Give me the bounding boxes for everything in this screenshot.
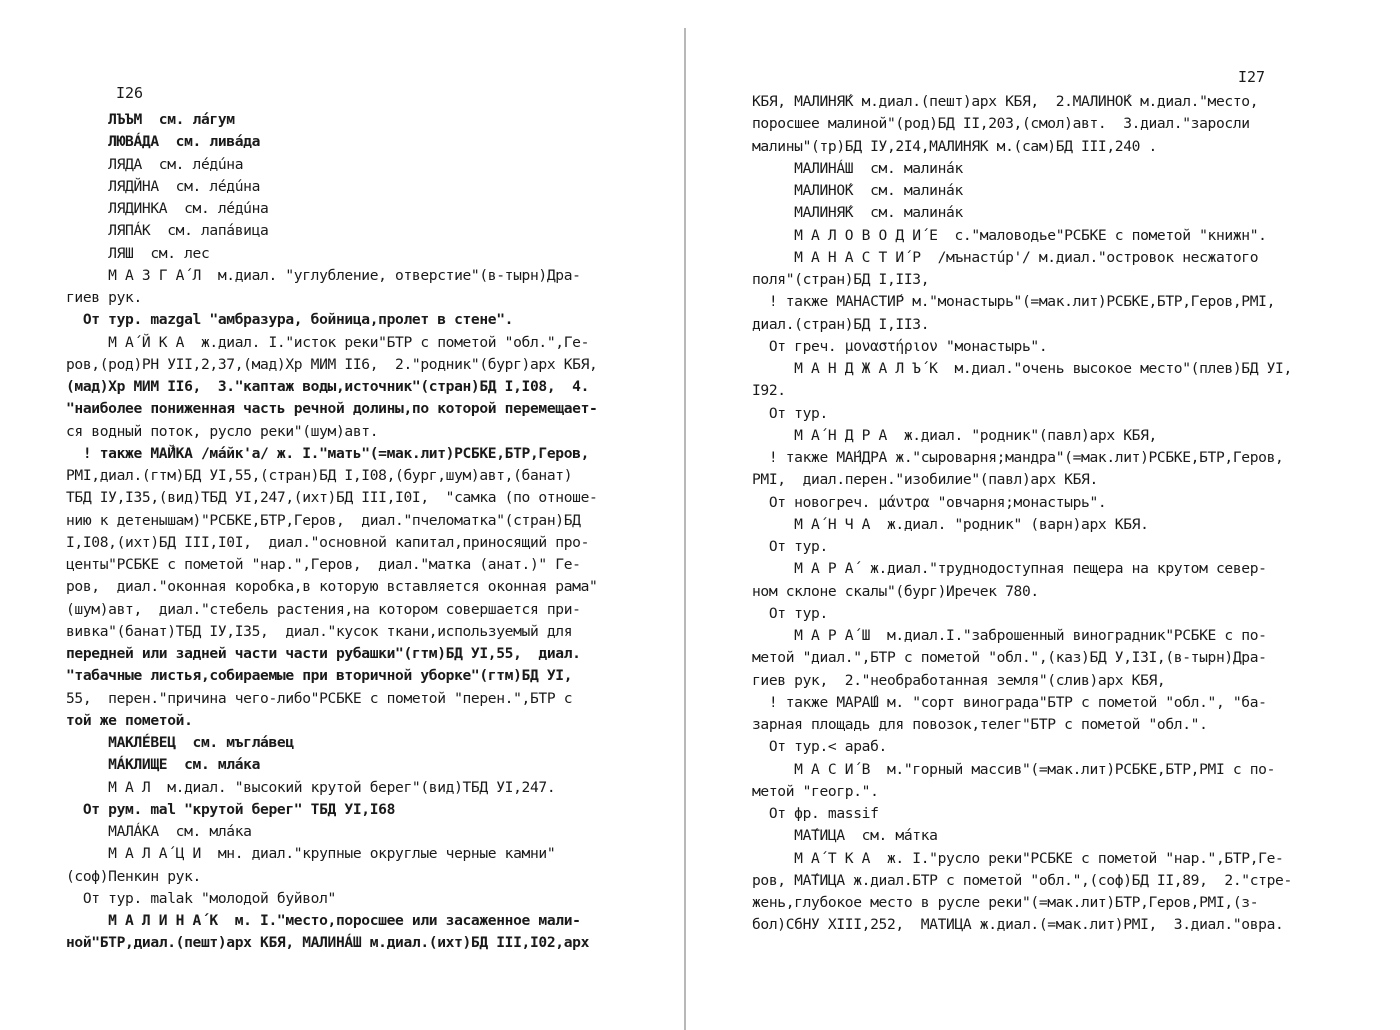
text-line: РМI, диал.перен."изобилие"(павл)арх КБЯ. [752, 471, 1098, 489]
text-line: ров, МА́ТИЦА ж.диал.БТР с пометой "обл.",(соф)БД II,89, 2."стре- [752, 871, 1292, 889]
text-line: поросшее малиной"(род)БД II,203,(смол)авт. 3.диал."заросли [752, 115, 1250, 133]
text-line: М А́ Н Д Р А ж.диал. "родник"(павл)арх КБЯ, [752, 426, 1157, 444]
right-page-text [752, 91, 1338, 937]
text-line: М А Н А С Т И́ Р /мънастúр'/ м.диал."островок несжатого [752, 248, 1259, 266]
text-line: зарная площадь для повозок,телег"БТР с пометой "обл.". [752, 716, 1208, 733]
text-line: передней или задней части части рубашки"(гтм)БД УI,55, диал. [66, 645, 581, 662]
text-line: МА́ТИЦА см. мáтка [752, 827, 938, 845]
text-line: РМI,диал.(гтм)БД УI,55,(стран)БД I,I08,(бург,шум)авт,(банат) [66, 467, 573, 484]
text-line: М А́ Й К А ж.диал. I."исток реки"БТР с пометой "обл.",Ге- [66, 333, 590, 351]
text-line: М А́ Н Ч А ж.диал. "родник" (варн)арх КБЯ. [752, 515, 1149, 533]
text-line: центы"РСБКЕ с пометой "нар.",Геров, диал."матка (анат.)" Ге- [66, 556, 581, 573]
text-line: вивка"(банат)ТБД IУ,I35, диал."кусок ткани,используемый для [66, 622, 573, 640]
text-line: ЛЯДИНКА см. лéдúна [66, 200, 269, 217]
text-line: диал.(стран)БД I,II3. [752, 315, 930, 333]
text-line: I,I08,(ихт)БД III,I0I, диал."основной капитал,приносящий про- [66, 533, 590, 551]
text-line: МАЛÁКА см. млáка [66, 823, 252, 840]
text-line: жень,глубокое место в русле реки"(=мак.лит)БТР,Геров,РМI,(з- [752, 894, 1259, 911]
text-line: М А Л А́ Ц И мн. диал."крупные округлые черные камни" [66, 845, 556, 863]
text-line: МАКЛÉВЕЦ см. мъглáвец [66, 734, 294, 751]
text-line: 55, перен."причина чего-либо"РСБКЕ с пометой "перен.",БТР с [66, 689, 573, 707]
text-line: От тур. [752, 538, 828, 555]
text-line: гиев рук, 2."необработанная земля"(слив)арх КБЯ, [752, 671, 1166, 689]
text-line: М А С И́ В м."горный массив"(=мак.лит)РСБКЕ,БТР,РМI с по- [752, 760, 1276, 778]
text-line: (мад)Хр МИМ II6, 3."каптаж воды,источник"(стран)БД I,I08, 4. [66, 378, 590, 395]
text-line: От греч. μοναστήριον "монастырь". [752, 337, 1048, 355]
text-line: ном склоне скалы"(бург)Иречек 780. [752, 582, 1039, 600]
text-line: "табачные листья,собираемые при вторичной уборке"(гтм)БД УI, [66, 667, 573, 685]
text-line: (шум)авт, диал."стебель растения,на котором совершается при- [66, 600, 581, 618]
text-line: От фр. massif [752, 805, 879, 822]
text-line: От новогреч. μάντρα "овчарня;монастырь". [752, 493, 1107, 511]
text-line: ТБД IУ,I35,(вид)ТБД УI,247,(ихт)БД III,I0I, "самка (по отноше- [66, 489, 598, 507]
text-line: ЛЯПÁК см. лапáвица [66, 222, 269, 240]
text-line: М А Р А́ ж.диал."труднодоступная пещера на крутом север- [752, 560, 1267, 578]
text-line: нию к детенышам)"РСБКЕ,БТР,Геров, диал."пчеломатка"(стран)БД [66, 511, 581, 529]
text-line: ров, диал."оконная коробка,в которую вставляется оконная рама" [66, 578, 598, 596]
text-line: М А Р А́ Ш м.диал.I."заброшенный виноградник"РСБКЕ с по- [752, 627, 1267, 644]
text-line: МАЛИНЯ́К см. малинáк [752, 204, 963, 222]
left-page-text [66, 109, 640, 955]
text-line: ЛЯДЙНА см. лéдúна [66, 177, 261, 195]
text-line: поля"(стран)БД I,II3, [752, 271, 930, 288]
page-number: I27 [1238, 68, 1266, 86]
text-line: МАЛИНÁШ см. малинáк [752, 159, 963, 177]
text-line: "наиболее пониженная часть речной долины,по которой перемещает- [66, 400, 598, 418]
text-line: М А Л м.диал. "высокий крутой берег"(вид)ТБД УI,247. [66, 778, 556, 796]
text-line: ЛЪЪМ см. лáгум [66, 111, 235, 128]
text-line: ЛЯДА см. лéдúна [66, 155, 244, 173]
text-line: От тур.< араб. [752, 738, 887, 756]
text-line: От рум. mal "крутой берег" ТБД УI,I68 [66, 800, 396, 818]
text-line: М А Л О В О Д И́ Е с."маловодье"РСБКЕ с пометой "книжн". [752, 226, 1267, 244]
text-line: От тур. [752, 404, 828, 422]
page-gutter [684, 28, 686, 1030]
text-line: ров,(род)РН УII,2,37,(мад)Хр МИМ II6, 2."родник"(бург)арх КБЯ, [66, 355, 598, 373]
text-line: М А Л И Н А́ К м. I."место,поросшее или засаженное мали- [66, 912, 581, 929]
text-line: От тур. malak "молодой буйвол" [66, 889, 336, 907]
text-line: М А З Г А́ Л м.диал. "углубление, отверстие"(в-тырн)Дра- [66, 266, 581, 284]
text-line: МÁКЛИЩЕ см. млáка [66, 756, 261, 774]
text-line: ЛЯШ см. лес [66, 244, 210, 262]
text-line: ! также МАНАСТИ́Р м."монастырь"(=мак.лит)РСБКЕ,БТР,Геров,РМI, [752, 293, 1276, 311]
text-line: гиев рук. [66, 289, 142, 306]
text-line: ной"БТР,диал.(пешт)арх КБЯ, МАЛИНÁШ м.диал.(ихт)БД III,I02,арх [66, 934, 590, 952]
text-line: бол)СбНУ XIII,252, МАТИЦА ж.диал.(=мак.лит)РМI, 3.диал."овра. [752, 916, 1284, 934]
text-line: КБЯ, МАЛИНЯ́К м.диал.(пешт)арх КБЯ, 2.МАЛИНО́К м.диал."место, [752, 93, 1259, 110]
page-number: I26 [116, 84, 144, 102]
text-line: От тур. [752, 604, 828, 622]
text-line: ! также МАРА́Ш м. "сорт винограда"БТР с пометой "обл.", "ба- [752, 693, 1267, 711]
text-line: метой "диал.",БТР с пометой "обл.",(каз)БД У,I3I,(в-тырн)Дра- [752, 649, 1267, 667]
text-line: (соф)Пенкин рук. [66, 867, 201, 885]
text-line: ! также МА́НДРА ж."сыроварня;мандра"(=мак.лит)РСБКЕ,БТР,Геров, [752, 449, 1284, 466]
text-line: ся водный поток, русло реки"(шум)авт. [66, 422, 379, 440]
text-line: От тур. mazgal "амбразура, бойница,пролет в стене". [66, 311, 514, 329]
text-line: метой "геогр.". [752, 782, 879, 800]
text-line: ! также МА́ЙКА /мáйк'а/ ж. I."мать"(=мак.лит)РСБКЕ,БТР,Геров, [66, 444, 590, 462]
text-line: ЛЮВÁДА см. ливáда [66, 133, 261, 151]
text-line: той же пометой. [66, 711, 193, 729]
text-line: МАЛИНО́К см. малинáк [752, 182, 963, 199]
text-line: М А Н Д Ж А Л Ъ́ К м.диал."очень высокое место"(плев)БД УI, [752, 360, 1292, 377]
text-line: М А́ Т К А ж. I."русло реки"РСБКЕ с пометой "нар.",БТР,Ге- [752, 849, 1284, 867]
text-line: малины"(тр)БД IУ,2I4,МАЛИНЯК м.(сам)БД III,240 . [752, 137, 1157, 155]
text-line: I92. [752, 382, 786, 400]
